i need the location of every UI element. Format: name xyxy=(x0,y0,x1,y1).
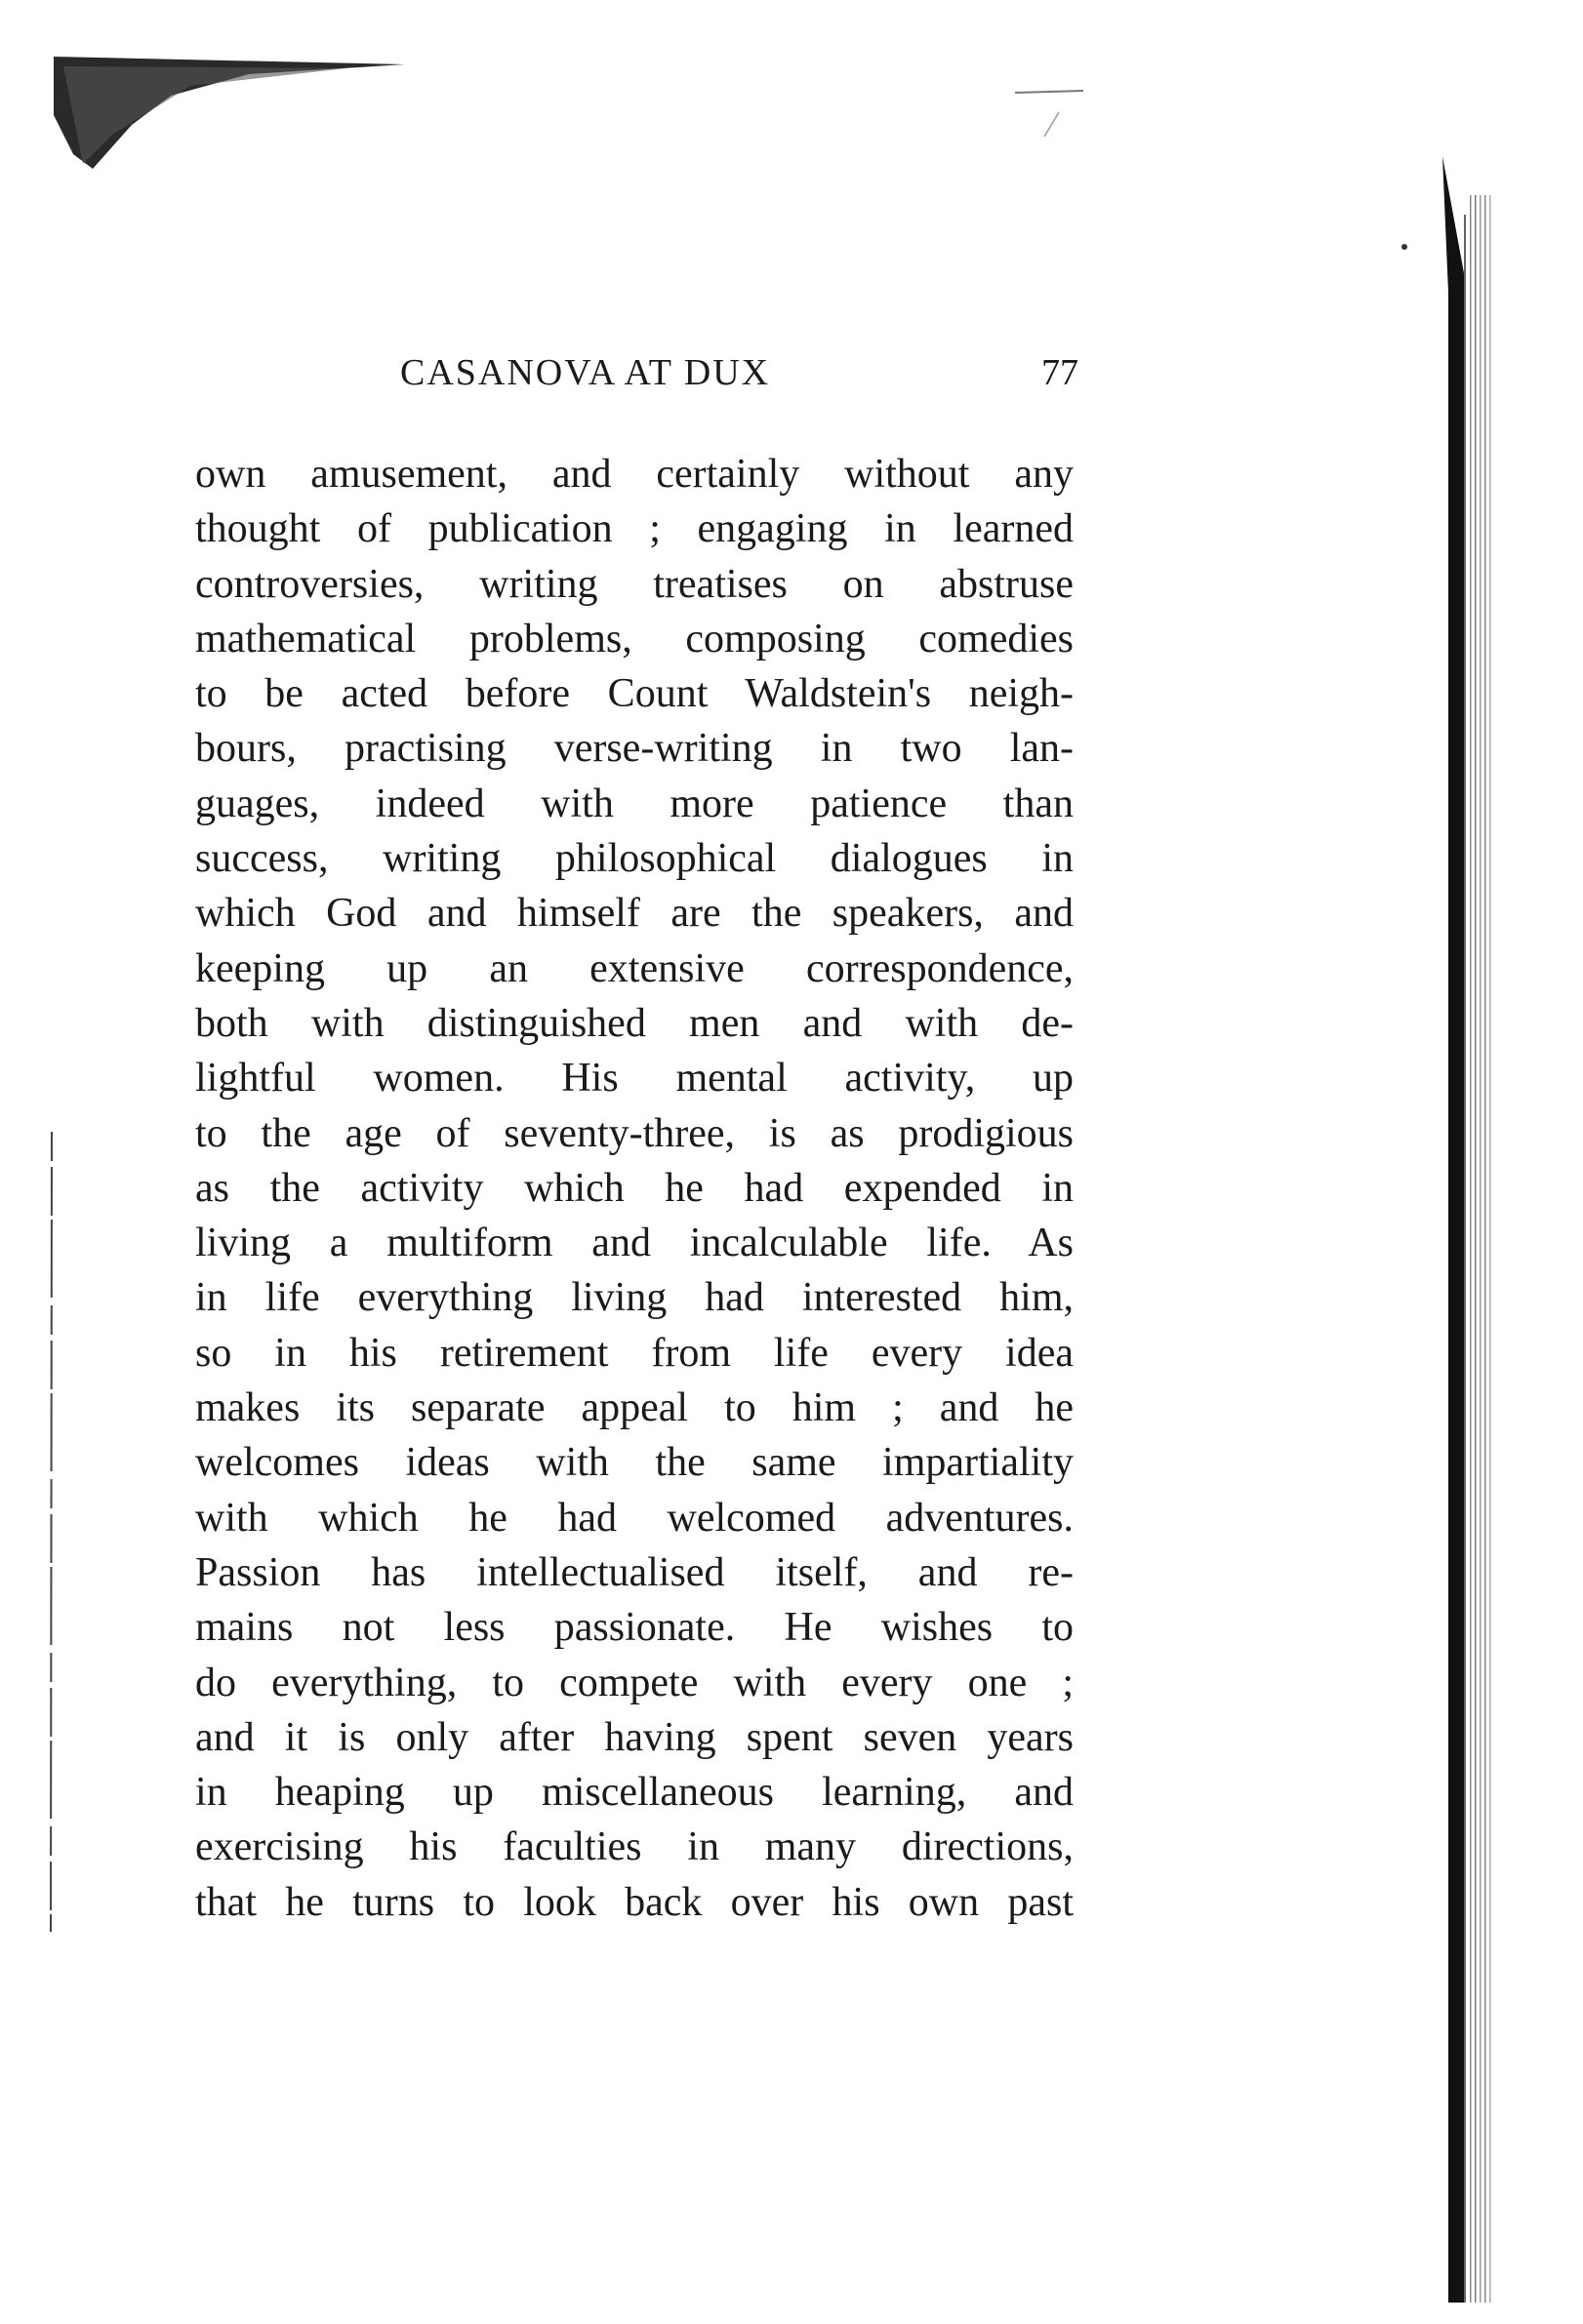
text-line: which God and himself are the speakers, and xyxy=(195,891,1074,937)
text-line: in heaping up miscellaneous learning, and xyxy=(195,1770,1074,1816)
text-line: exercising his faculties in many directions, xyxy=(195,1824,1074,1870)
text-line: thought of publication ; engaging in learned xyxy=(195,506,1074,552)
text-line: bours, practising verse-writing in two lan- xyxy=(195,726,1074,772)
text-line: both with distinguished men and with de- xyxy=(195,1000,1074,1046)
text-line: that he turns to look back over his own past xyxy=(195,1879,1074,1925)
text-line: so in his retirement from life every idea xyxy=(195,1330,1074,1376)
scan-dot-artifact xyxy=(1401,244,1407,250)
text-line: to the age of seventy-three, is as prodigious xyxy=(195,1110,1074,1156)
text-line: to be acted before Count Waldstein's neigh- xyxy=(195,671,1074,717)
text-line: do everything, to compete with every one ; xyxy=(195,1660,1074,1705)
left-edge-artifact xyxy=(47,1132,57,1932)
body-text xyxy=(195,447,1074,1930)
page-number: 77 xyxy=(1041,352,1078,393)
text-line: own amusement, and certainly without any xyxy=(195,452,1074,497)
text-line: welcomes ideas with the same impartiality xyxy=(195,1440,1074,1486)
binding-edge xyxy=(1435,156,1513,2303)
running-title: CASANOVA AT DUX xyxy=(400,352,771,393)
text-line: lightful women. His mental activity, up xyxy=(195,1056,1074,1102)
text-line: controversies, writing treatises on abstruse xyxy=(195,561,1074,607)
text-line: success, writing philosophical dialogues in xyxy=(195,836,1074,882)
text-line: Passion has intellectualised itself, and re- xyxy=(195,1549,1074,1595)
scan-mark-artifact xyxy=(1015,83,1093,141)
scan-smudge-artifact xyxy=(54,57,405,174)
text-line: in life everything living had interested him, xyxy=(195,1275,1074,1321)
text-line: guages, indeed with more patience than xyxy=(195,781,1074,826)
text-line: and it is only after having spent seven years xyxy=(195,1714,1074,1760)
text-line: mains not less passionate. He wishes to xyxy=(195,1605,1074,1651)
text-line: living a multiform and incalculable life. As xyxy=(195,1221,1074,1266)
text-line: as the activity which he had expended in xyxy=(195,1165,1074,1211)
text-line: with which he had welcomed adventures. xyxy=(195,1495,1074,1541)
text-line: makes its separate appeal to him ; and he xyxy=(195,1385,1074,1431)
text-line: mathematical problems, composing comedies xyxy=(195,616,1074,661)
running-head xyxy=(195,351,1078,410)
text-line: keeping up an extensive correspondence, xyxy=(195,945,1074,991)
